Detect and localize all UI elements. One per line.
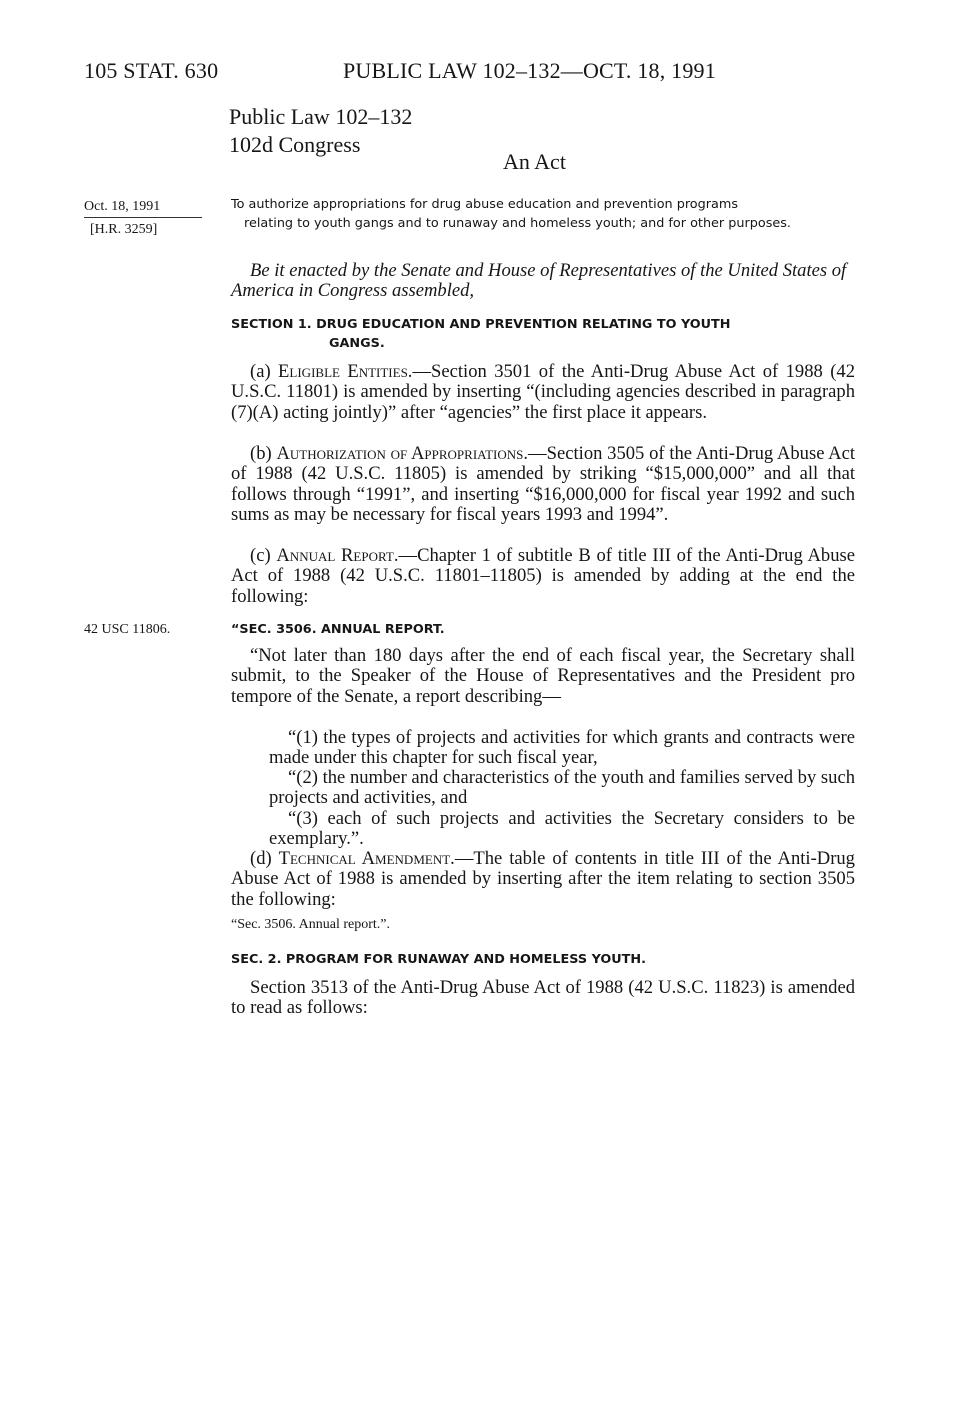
margin-usc-note: 42 USC 11806. — [84, 622, 171, 637]
subsection-c-title: Annual Report. — [276, 545, 399, 566]
sec-3506-item-3: “(3) each of such projects and activities the Secretary considers to be exemplary.”. — [269, 808, 855, 850]
margin-date: Oct. 18, 1991 — [84, 199, 161, 214]
subsection-a-text: —Section 3501 of the Anti-Drug Abuse Act of 1988 (42 U.S.C. 11801) is amended by inserting “(including agencies described in paragraph (7)(A) acting jointly)” after “agencies” the first place it appears. — [231, 361, 855, 423]
subsection-d — [231, 849, 855, 910]
subsection-a-label: (a) — [250, 361, 279, 382]
subsection-b-label: (b) — [250, 443, 277, 464]
law-title-block — [229, 103, 412, 159]
subsection-b-text: —Section 3505 of the Anti-Drug Abuse Act of 1988 (42 U.S.C. 11805) is amended by striking “$15,000,000” and all that follows through “1991”, and inserting “$16,000,000 for fiscal year 1992 and such sums as may be necessary for fiscal years 1993 and 1994”. — [231, 443, 856, 526]
margin-divider — [84, 217, 202, 218]
public-law-number: Public Law 102–132 — [229, 104, 413, 129]
subsection-d-label: (d) — [250, 848, 279, 869]
section-2-heading: SEC. 2. PROGRAM FOR RUNAWAY AND HOMELESS YOUTH. — [231, 952, 646, 967]
running-title: PUBLIC LAW 102–132—OCT. 18, 1991 — [343, 58, 716, 83]
congress-label: 102d Congress — [229, 132, 361, 157]
subsection-b — [231, 444, 855, 526]
section-1-heading-line-1: SECTION 1. DRUG EDUCATION AND PREVENTION RELATING TO YOUTH — [231, 317, 731, 332]
act-label: An Act — [503, 149, 566, 174]
margin-bill-number: [H.R. 3259] — [90, 222, 158, 237]
stat-page-number: 105 STAT. 630 — [84, 58, 219, 83]
subsection-b-title: Authorization of Appropriations. — [276, 443, 529, 464]
sec-3506-item-1: “(1) the types of projects and activities for which grants and contracts were made under this chapter for such fiscal year, — [269, 727, 855, 769]
subsection-d-title: Technical Amendment. — [278, 848, 455, 869]
sec-3506-heading: “SEC. 3506. ANNUAL REPORT. — [231, 622, 445, 637]
subsection-c-text: —Chapter 1 of subtitle B of title III of the Anti-Drug Abuse Act of 1988 (42 U.S.C. 11801–11805) is amended by adding at the end the following: — [231, 545, 855, 607]
section-1-heading — [231, 315, 855, 353]
toc-entry: “Sec. 3506. Annual report.”. — [231, 917, 391, 932]
subsection-c-label: (c) — [250, 545, 277, 566]
sec-3506-item-2: “(2) the number and characteristics of the youth and families served by such projects and activities, and — [269, 767, 855, 809]
enacting-clause: Be it enacted by the Senate and House of Representatives of the United States of America in Congress assembled, — [231, 260, 847, 302]
summary-line-1: To authorize appropriations for drug abuse education and prevention programs — [231, 197, 738, 212]
summary-continuation: relating to youth gangs and to runaway and homeless youth; and for other purposes. — [244, 216, 791, 231]
subsection-d-text: —The table of contents in title III of the Anti-Drug Abuse Act of 1988 is amended by inserting after the item relating to section 3505 the following: — [231, 848, 855, 910]
subsection-c — [231, 546, 855, 607]
subsection-a — [231, 362, 855, 423]
subsection-a-title: Eligible Entities. — [278, 361, 413, 382]
act-summary — [231, 195, 855, 233]
section-2-text: Section 3513 of the Anti-Drug Abuse Act of 1988 (42 U.S.C. 11823) is amended to read as follows: — [231, 977, 855, 1019]
section-1-heading-line-2: GANGS. — [329, 336, 385, 351]
sec-3506-intro: “Not later than 180 days after the end of each fiscal year, the Secretary shall submit, to the Speaker of the House of Representatives and the President pro tempore of the Senate, a report describing— — [231, 645, 855, 707]
